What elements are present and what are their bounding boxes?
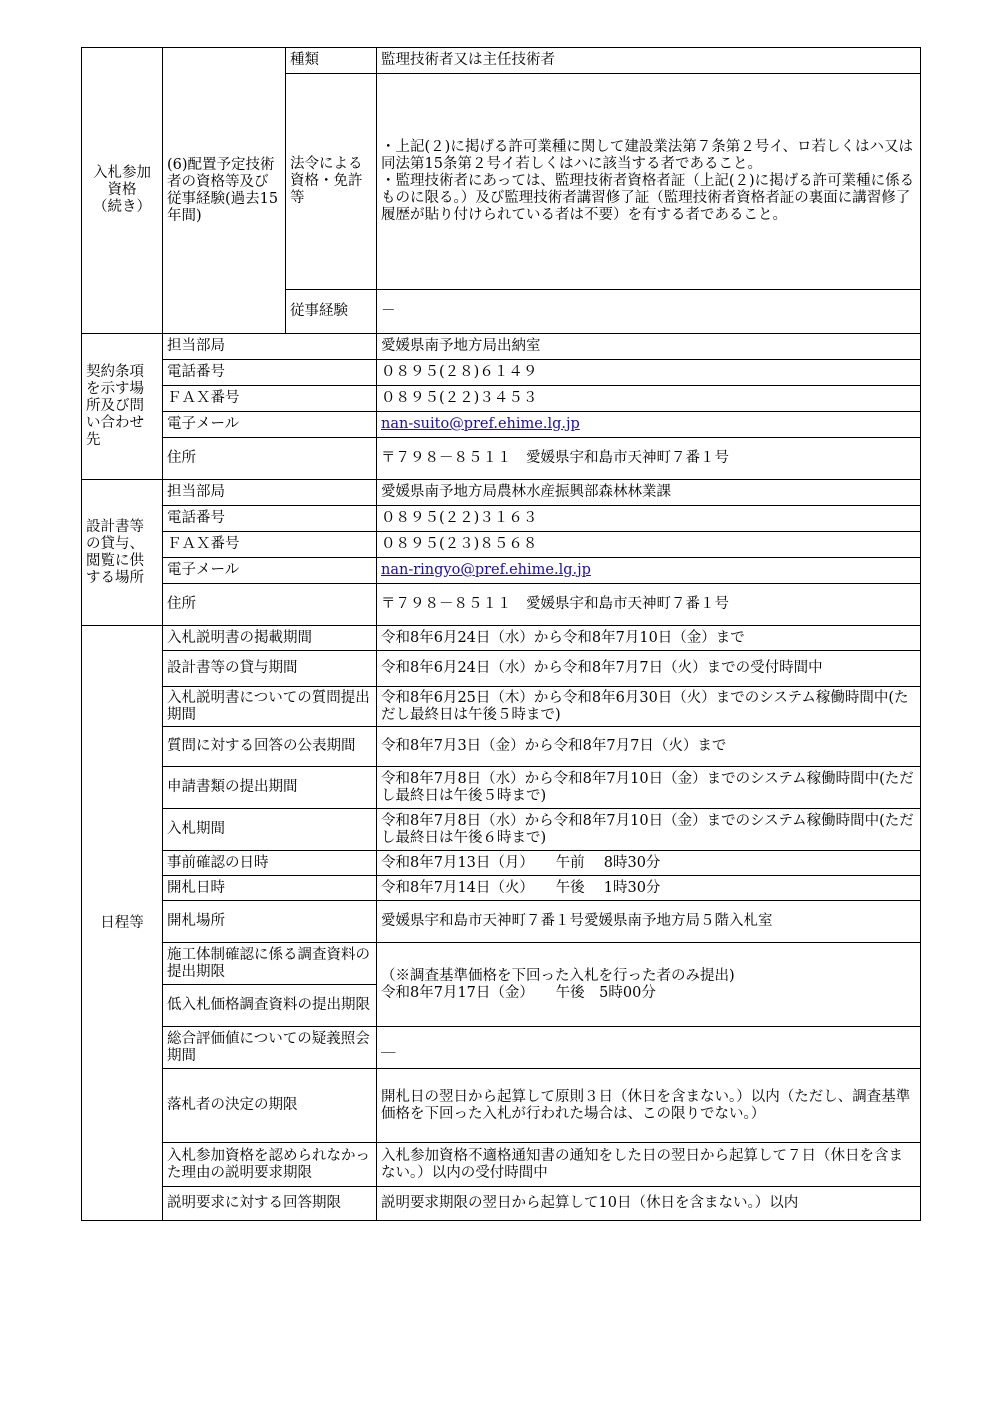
schedule-label: 申請書類の提出期間 xyxy=(163,767,377,809)
schedule-label: 落札者の決定の期限 xyxy=(163,1069,377,1143)
schedule-value: 令和8年6月24日（水）から令和8年7月10日（金）まで xyxy=(377,626,921,651)
bid-notice-table xyxy=(81,47,921,1221)
schedule-label: 入札説明書の掲載期間 xyxy=(163,626,377,651)
schedule-label: 設計書等の貸与期間 xyxy=(163,651,377,687)
schedule-value: 愛媛県宇和島市天神町７番１号愛媛県南予地方局５階入札室 xyxy=(377,901,921,943)
row-label-experience: 従事経験 xyxy=(286,290,377,334)
row-label-kind: 種類 xyxy=(286,48,377,74)
schedule-label: 低入札価格調査資料の提出期限 xyxy=(163,985,377,1027)
design-label: 住所 xyxy=(163,584,377,626)
schedule-label: 総合評価値についての疑義照会期間 xyxy=(163,1027,377,1069)
design-label: 電話番号 xyxy=(163,506,377,532)
schedule-label: 開札場所 xyxy=(163,901,377,943)
section-schedule: 日程等 xyxy=(82,626,163,1221)
row-label-license: 法令による資格・免許等 xyxy=(286,74,377,290)
schedule-value: 入札参加資格不適格通知書の通知をした日の翌日から起算して７日（休日を含まない。）以内の受付時間中 xyxy=(377,1143,921,1187)
contact-label: 担当部局 xyxy=(163,334,377,360)
design-value: ０８９５(２３)８５６８ xyxy=(377,532,921,558)
schedule-value: ＿ xyxy=(377,1027,921,1069)
schedule-label: 開札日時 xyxy=(163,876,377,901)
row-value-experience: － xyxy=(377,290,921,334)
schedule-label: 施工体制確認に係る調査資料の提出期限 xyxy=(163,943,377,985)
section-qualification: 入札参加 資格 （続き） xyxy=(82,48,163,334)
schedule-value: （※調査基準価格を下回った入札を行った者のみ提出) 令和8年7月17日（金） 午後 5時00分 xyxy=(377,943,921,1027)
contact-label: ＦＡＸ番号 xyxy=(163,386,377,412)
contact-value: 〒７９８－８５１１ 愛媛県宇和島市天神町７番１号 xyxy=(377,438,921,480)
schedule-label: 質問に対する回答の公表期間 xyxy=(163,727,377,767)
contact-value: ０８９５(２２)３４５３ xyxy=(377,386,921,412)
design-label: 電子メール xyxy=(163,558,377,584)
schedule-value: 説明要求期限の翌日から起算して10日（休日を含まない。）以内 xyxy=(377,1187,921,1221)
design-value: 愛媛県南予地方局農林水産振興部森林林業課 xyxy=(377,480,921,506)
design-label: ＦＡＸ番号 xyxy=(163,532,377,558)
section-design-docs: 設計書等の貸与、閲覧に供する場所 xyxy=(82,480,163,626)
schedule-label: 説明要求に対する回答期限 xyxy=(163,1187,377,1221)
contact-label: 住所 xyxy=(163,438,377,480)
section-contract-contact: 契約条項を示す場所及び問い合わせ先 xyxy=(82,334,163,480)
contact-label: 電話番号 xyxy=(163,360,377,386)
schedule-label: 入札参加資格を認められなかった理由の説明要求期限 xyxy=(163,1143,377,1187)
schedule-value: 令和8年6月25日（木）から令和8年6月30日（火）までのシステム稼働時間中(ただし最終日は午後５時まで) xyxy=(377,687,921,727)
design-label: 担当部局 xyxy=(163,480,377,506)
schedule-value: 令和8年7月14日（火） 午後 1時30分 xyxy=(377,876,921,901)
contact-email-link[interactable]: nan-suito@pref.ehime.lg.jp xyxy=(381,416,580,432)
row-value-kind: 監理技術者又は主任技術者 xyxy=(377,48,921,74)
contact-label: 電子メール xyxy=(163,412,377,438)
schedule-label: 入札期間 xyxy=(163,809,377,851)
schedule-label: 入札説明書についての質問提出期間 xyxy=(163,687,377,727)
design-email-link[interactable]: nan-ringyo@pref.ehime.lg.jp xyxy=(381,562,591,578)
design-value: ０８９５(２２)３１６３ xyxy=(377,506,921,532)
subsection-engineer-qualification: (6)配置予定技術者の資格等及び従事経験(過去15年間) xyxy=(163,48,286,334)
schedule-value: 令和8年7月3日（金）から令和8年7月7日（火）まで xyxy=(377,727,921,767)
contact-value: ０８９５(２８)６１４９ xyxy=(377,360,921,386)
schedule-value: 令和8年7月8日（水）から令和8年7月10日（金）までのシステム稼働時間中(ただし最終日は午後５時まで) xyxy=(377,767,921,809)
schedule-label: 事前確認の日時 xyxy=(163,851,377,876)
schedule-value: 令和8年7月8日（水）から令和8年7月10日（金）までのシステム稼働時間中(ただし最終日は午後６時まで) xyxy=(377,809,921,851)
schedule-value: 令和8年6月24日（水）から令和8年7月7日（火）までの受付時間中 xyxy=(377,651,921,687)
design-value: 〒７９８－８５１１ 愛媛県宇和島市天神町７番１号 xyxy=(377,584,921,626)
schedule-value: 令和8年7月13日（月） 午前 8時30分 xyxy=(377,851,921,876)
contact-value: 愛媛県南予地方局出納室 xyxy=(377,334,921,360)
schedule-value: 開札日の翌日から起算して原則３日（休日を含まない。）以内（ただし、調査基準価格を下回った入札が行われた場合は、この限りでない。） xyxy=(377,1069,921,1143)
row-value-license: ・上記(２)に掲げる許可業種に関して建設業法第７条第２号イ、ロ若しくはハ又は同法第15条第２号イ若しくはハに該当する者であること。 ・監理技術者にあっては、監理技術者資格者証（上記(２)に掲げる許可業種に係るものに限る。）及び監理技術者講習修了証（監理技術者資格者証の裏面に講習修了履歴が貼り付けられている者は不要）を有する者であること。 xyxy=(377,74,921,290)
